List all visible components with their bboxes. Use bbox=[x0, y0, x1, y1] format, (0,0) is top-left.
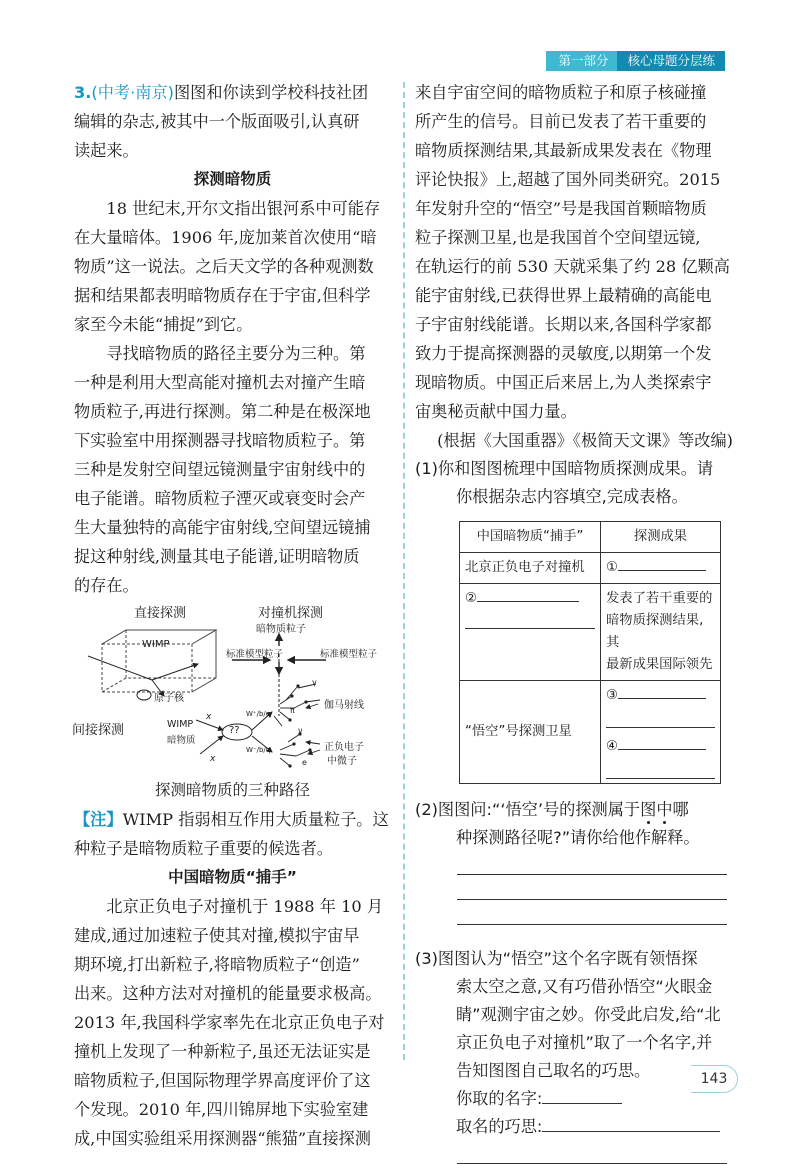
wimp-label-2: WIMP bbox=[167, 719, 194, 730]
q3-text: 索太空之意,又有巧借孙悟空“火眼金 bbox=[456, 977, 713, 996]
symbol-x-bottom: x bbox=[210, 754, 216, 764]
idea-input-line[interactable] bbox=[542, 1131, 720, 1132]
results-table bbox=[459, 521, 721, 784]
q3-text: (3)图图认为“悟空”这个名字既有领悟探 bbox=[415, 949, 698, 968]
symbol-w-plus: W⁺/b/q bbox=[246, 710, 271, 718]
detection-diagram bbox=[74, 604, 391, 774]
answer-blank-2[interactable] bbox=[477, 601, 579, 602]
intro-line: 编辑的杂志,被其中一个版面吸引,认真研 bbox=[74, 112, 360, 131]
answer-blank-4b[interactable] bbox=[606, 762, 715, 779]
indirect-detection-label: 间接探测 bbox=[72, 723, 125, 738]
q1-text: 你根据杂志内容填空,完成表格。 bbox=[456, 487, 688, 506]
sm-particle-right-label: 标准模型粒子 bbox=[320, 649, 378, 660]
gamma-ray-label: 伽马射线 bbox=[324, 700, 364, 711]
paragraph-2: 寻找暗物质的路径主要分为三种。第 一种是利用大型高能对撞机去对撞产生暗 物质粒子,再进行探测。第二种是在极深地 下实验室中用探测器寻找暗物质粒子。第 三种是发射空间望远镜测量宇宙射线中的 电子能谱。暗物质粒子湮灭或衰变时会产 生大量独特的高能宇宙射线,空间望远镜捕 捉这种射线,测量其电子能谱,证明暗物质 的存在。 bbox=[74, 344, 371, 595]
table-row bbox=[460, 584, 721, 681]
note-label: 【注】 bbox=[74, 810, 123, 829]
idea-row: 取名的巧思: bbox=[415, 1113, 735, 1141]
question-source: (中考·南京) bbox=[91, 83, 174, 102]
diagram-caption: 探测暗物质的三种路径 bbox=[154, 781, 310, 799]
decay-products bbox=[274, 684, 320, 766]
paragraph-3-continued: 来自宇宙空间的暗物质粒子和原子核碰撞 所产生的信号。目前已发表了若干重要的 暗物质探测结果,其最新成果发表在《物理 评论快报》上,超越了国外同类研究。2015 年发射升空的“悟空”号是我国首颗暗物质 粒子探测卫星,也是我国首个空间望远镜, 在轨运行的前 530 天就采集了约 28 亿颗高 能宇宙射线,已获得世界上最精确的高能电 子宇宙射线能谱。长期以来,各国科学家都 致力于提高探测器的灵敏度,以期第一个发 现暗物质。中国正后来居上,为人类探索宇 宙奥秘贡献中国力量。 bbox=[415, 83, 730, 421]
unknown-process-label: ?? bbox=[229, 725, 240, 736]
symbol-pi: π bbox=[290, 706, 295, 715]
left-column bbox=[74, 78, 391, 1153]
paragraph-3: 北京正负电子对撞机于 1988 年 10 月 建成,通过加速粒子使其对撞,模拟宇宙早 期环境,打出新粒子,将暗物质粒子“创造” 出来。这种方法对对撞机的能量要求极高。 2013 年,我国科学家率先在北京正负电子对 撞机上发现了一种新粒子,虽还无法证实是 暗物质粒子,但国际物理学界高度评价了这 个发现。2010 年,四川锦屏地下实验室建 成,中国实验组采用探测器“熊猫”直接探测 bbox=[74, 897, 385, 1148]
symbol-w-minus: W⁻/b/q bbox=[246, 746, 271, 754]
source-note: (根据《大国重器》《极简天文课》等改编) bbox=[437, 431, 733, 450]
question-number: 3. bbox=[74, 83, 92, 102]
direct-detection-label: 直接探测 bbox=[134, 606, 187, 621]
table-header-row bbox=[460, 522, 721, 553]
answer-blank-2b[interactable] bbox=[465, 612, 595, 629]
table-cell: 北京正负电子对撞机 bbox=[460, 553, 601, 584]
part-label: 第一部分 bbox=[546, 51, 617, 71]
section-label: 核心母题分层练 bbox=[617, 51, 725, 71]
q3-text: 告知图图自己取名的巧思。 bbox=[456, 1061, 651, 1080]
answer-cell-3-4[interactable]: ③ ④ bbox=[601, 681, 721, 784]
note-line: 【注】WIMP 指弱相互作用大质量粒子。这 bbox=[74, 810, 389, 829]
article-subtitle: 中国暗物质“捕手” bbox=[168, 868, 297, 886]
q1-text: (1)你和图图梳理中国暗物质探测成果。请 bbox=[415, 459, 714, 478]
table-header: 探测成果 bbox=[601, 522, 721, 553]
collider-detection-label: 对撞机探测 bbox=[258, 606, 324, 621]
name-row: 你取的名字: bbox=[415, 1085, 735, 1113]
electron-label: 正负电子 bbox=[324, 742, 364, 753]
table-cell: 发表了若干重要的 暗物质探测结果,其 最新成果国际领先 bbox=[601, 584, 721, 681]
dm-particle-label: 暗物质粒子 bbox=[256, 624, 306, 635]
answer-blank-4[interactable] bbox=[618, 749, 706, 750]
wimp-label: WIMP bbox=[142, 639, 170, 650]
table-row bbox=[460, 681, 721, 784]
neutrino-label: 中微子 bbox=[327, 756, 357, 767]
answer-blank-3[interactable] bbox=[618, 698, 706, 699]
answer-cell-1[interactable]: ① bbox=[601, 553, 721, 584]
note-line: 种粒子是暗物质粒子重要的候选者。 bbox=[74, 839, 333, 858]
nucleus-label: 原子核 bbox=[154, 693, 184, 704]
q3-text: 京正负电子对撞机”取了一个名字,并 bbox=[456, 1033, 713, 1052]
sm-particle-left-label: 标准模型粒子 bbox=[226, 649, 284, 660]
question-intro: 3.(中考·南京)图图和你读到学校科技社团 bbox=[74, 83, 369, 102]
q2-text: (2)图图问:“‘悟空’号的探测属于图中哪 bbox=[415, 800, 689, 819]
table-header: 中国暗物质“捕手” bbox=[460, 522, 601, 553]
answer-blank-3b[interactable] bbox=[606, 711, 715, 728]
article-title: 探测暗物质 bbox=[193, 170, 272, 188]
symbol-x-top: x bbox=[206, 712, 212, 722]
intro-line: 读起来。 bbox=[74, 141, 139, 160]
right-column bbox=[415, 78, 735, 1164]
symbol-gamma: γ bbox=[312, 678, 317, 687]
answer-blank-1[interactable] bbox=[618, 570, 706, 571]
section-tag bbox=[546, 51, 725, 71]
table-cell: “悟空”号探测卫星 bbox=[460, 681, 601, 784]
symbol-nu: ν bbox=[298, 726, 303, 735]
wimp-trajectory bbox=[88, 656, 152, 680]
name-input-line[interactable] bbox=[542, 1103, 622, 1104]
dark-matter-label: 暗物质 bbox=[167, 735, 196, 746]
symbol-e: e bbox=[302, 758, 307, 767]
answer-cell-2[interactable]: ② bbox=[460, 584, 601, 681]
q2-text: 种探测路径呢?”请你给他作解释。 bbox=[456, 828, 700, 847]
column-divider bbox=[403, 82, 405, 1060]
q3-text: 睛”观测宇宙之妙。你受此启发,给“北 bbox=[456, 1005, 721, 1024]
paragraph-1: 18 世纪末,开尔文指出银河系中可能存 在大量暗体。1906 年,庞加莱首次使用“暗 物质”这一说法。之后天文学的各种观测数 据和结果都表明暗物质存在于宇宙,但科学 家至今未能“捕捉”到它。 bbox=[74, 199, 381, 334]
table-row bbox=[460, 553, 721, 584]
page-number: 143 bbox=[691, 1065, 738, 1093]
